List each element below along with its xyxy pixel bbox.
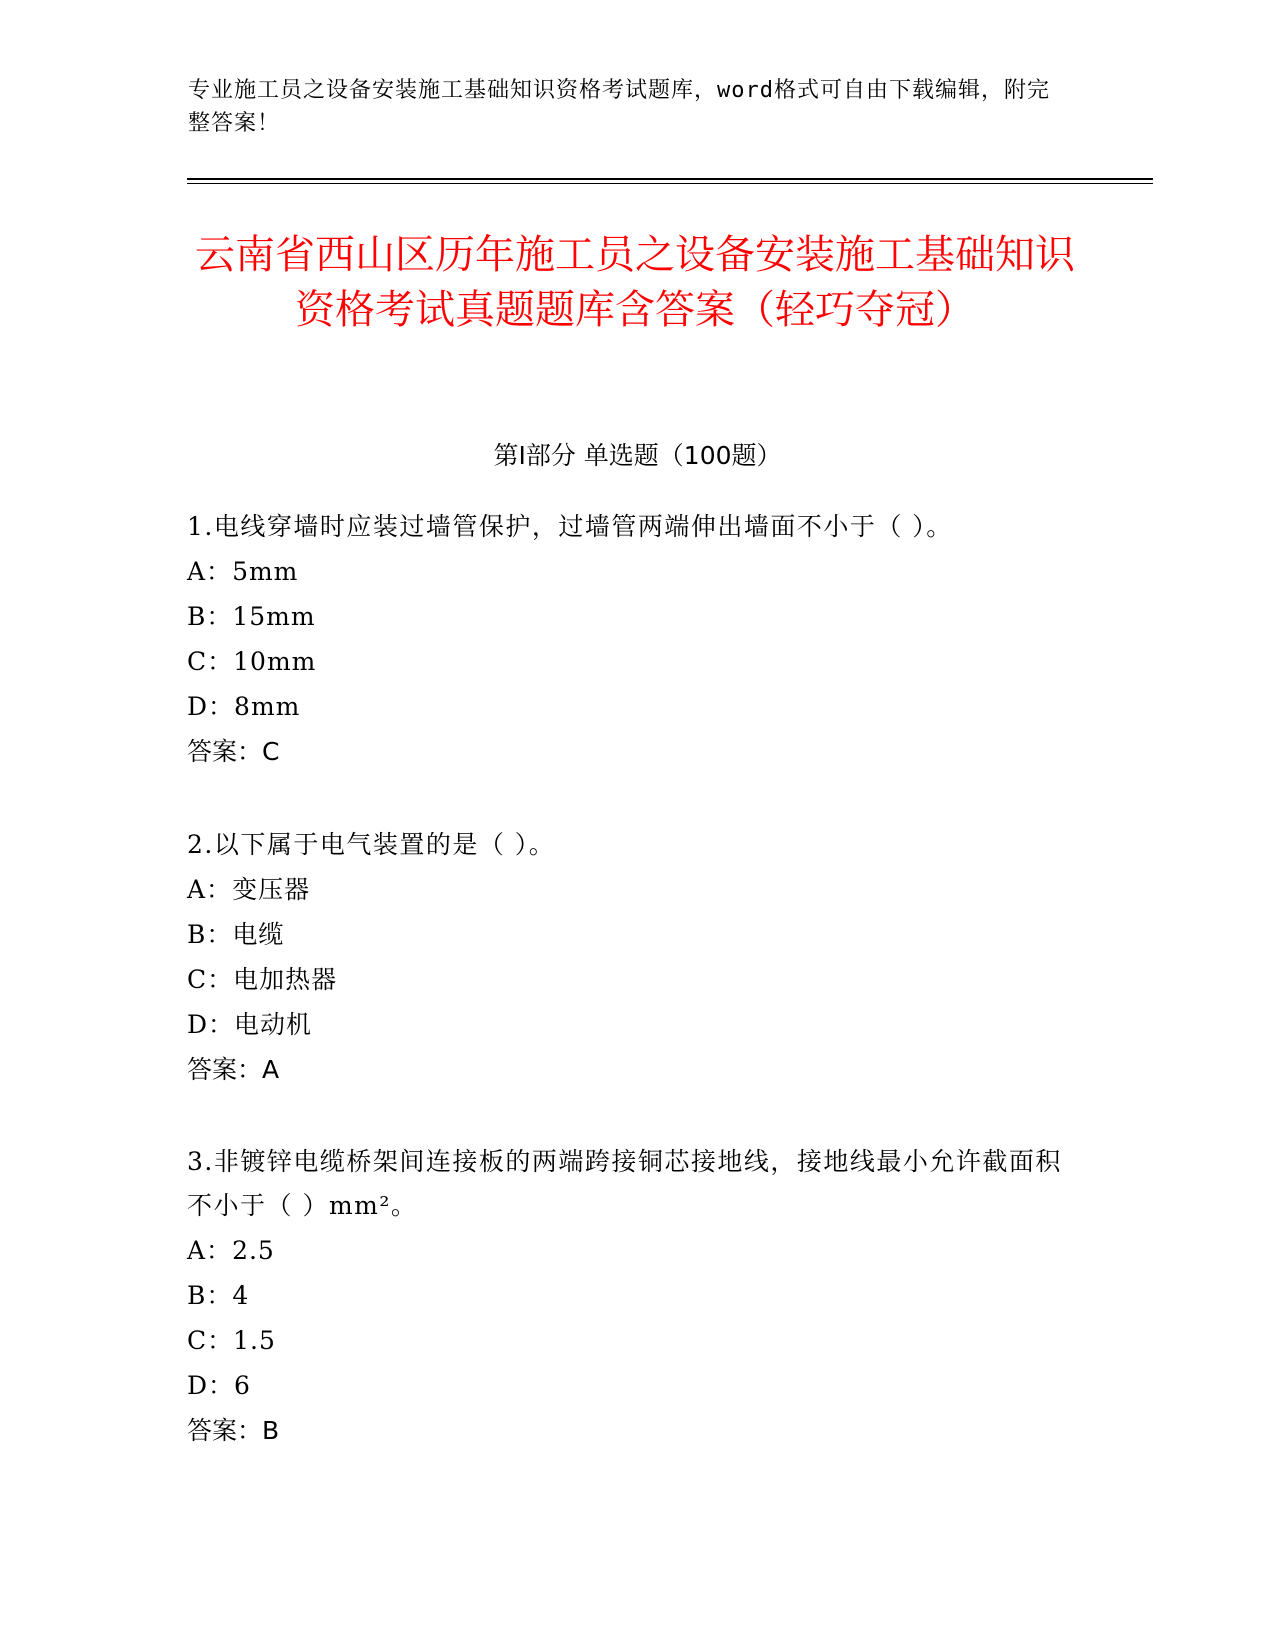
option-b [187, 912, 1067, 957]
option-letter: C： [187, 647, 234, 676]
option-d [187, 684, 1067, 729]
option-d [187, 1363, 1067, 1408]
answer-line: 答案：B [187, 1416, 280, 1445]
header-note: 专业施工员之设备安装施工基础知识资格考试题库，word格式可自由下载编辑，附完整答案！ [188, 78, 1050, 136]
question-stem: 2.以下属于电气装置的是（ ）。 [187, 830, 556, 859]
option-letter: B： [187, 602, 233, 631]
option-text: 8mm [234, 692, 301, 721]
option-b [187, 594, 1067, 639]
option-text: 变压器 [232, 875, 311, 904]
option-c [187, 639, 1067, 684]
question-2 [187, 823, 1067, 1092]
option-text: 2.5 [232, 1236, 275, 1265]
option-text: 电动机 [234, 1010, 313, 1039]
option-text: 4 [232, 1281, 250, 1310]
option-text: 5mm [232, 557, 299, 586]
option-text: 电缆 [232, 920, 285, 949]
option-text: 1.5 [233, 1326, 276, 1355]
option-d [187, 1002, 1067, 1047]
answer-line: 答案：A [187, 1055, 280, 1084]
question-3 [187, 1140, 1067, 1453]
option-text: 15mm [232, 602, 316, 631]
option-text: 6 [234, 1371, 251, 1400]
option-text: 10mm [233, 647, 317, 676]
option-text: 电加热器 [233, 965, 338, 994]
option-c [187, 1318, 1067, 1363]
question-stem: 1.电线穿墙时应装过墙管保护，过墙管两端伸出墙面不小于（ ）。 [187, 512, 953, 541]
document-title: 云南省西山区历年施工员之设备安装施工基础知识资格考试真题题库含答案（轻巧夺冠） [195, 232, 1075, 333]
question-1 [187, 505, 1067, 774]
option-letter: D： [187, 1010, 235, 1039]
option-a [187, 867, 1067, 912]
option-letter: C： [187, 965, 234, 994]
option-c [187, 957, 1067, 1002]
option-a [187, 549, 1067, 594]
option-letter: B： [187, 1281, 233, 1310]
option-letter: D： [187, 1371, 235, 1400]
option-a [187, 1228, 1067, 1273]
header-divider-thin [187, 183, 1153, 184]
section-title: 第Ⅰ部分 单选题（100题） [493, 441, 782, 470]
option-letter: B： [187, 920, 233, 949]
option-b [187, 1273, 1067, 1318]
header-divider-thick [187, 178, 1153, 180]
option-letter: C： [187, 1326, 234, 1355]
option-letter: A： [187, 875, 233, 904]
option-letter: D： [187, 692, 235, 721]
option-letter: A： [187, 1236, 233, 1265]
answer-line: 答案：C [187, 737, 280, 766]
option-letter: A： [187, 557, 233, 586]
question-stem: 3.非镀锌电缆桥架间连接板的两端跨接铜芯接地线，接地线最小允许截面积不小于（ ）mm²。 [187, 1147, 1062, 1220]
